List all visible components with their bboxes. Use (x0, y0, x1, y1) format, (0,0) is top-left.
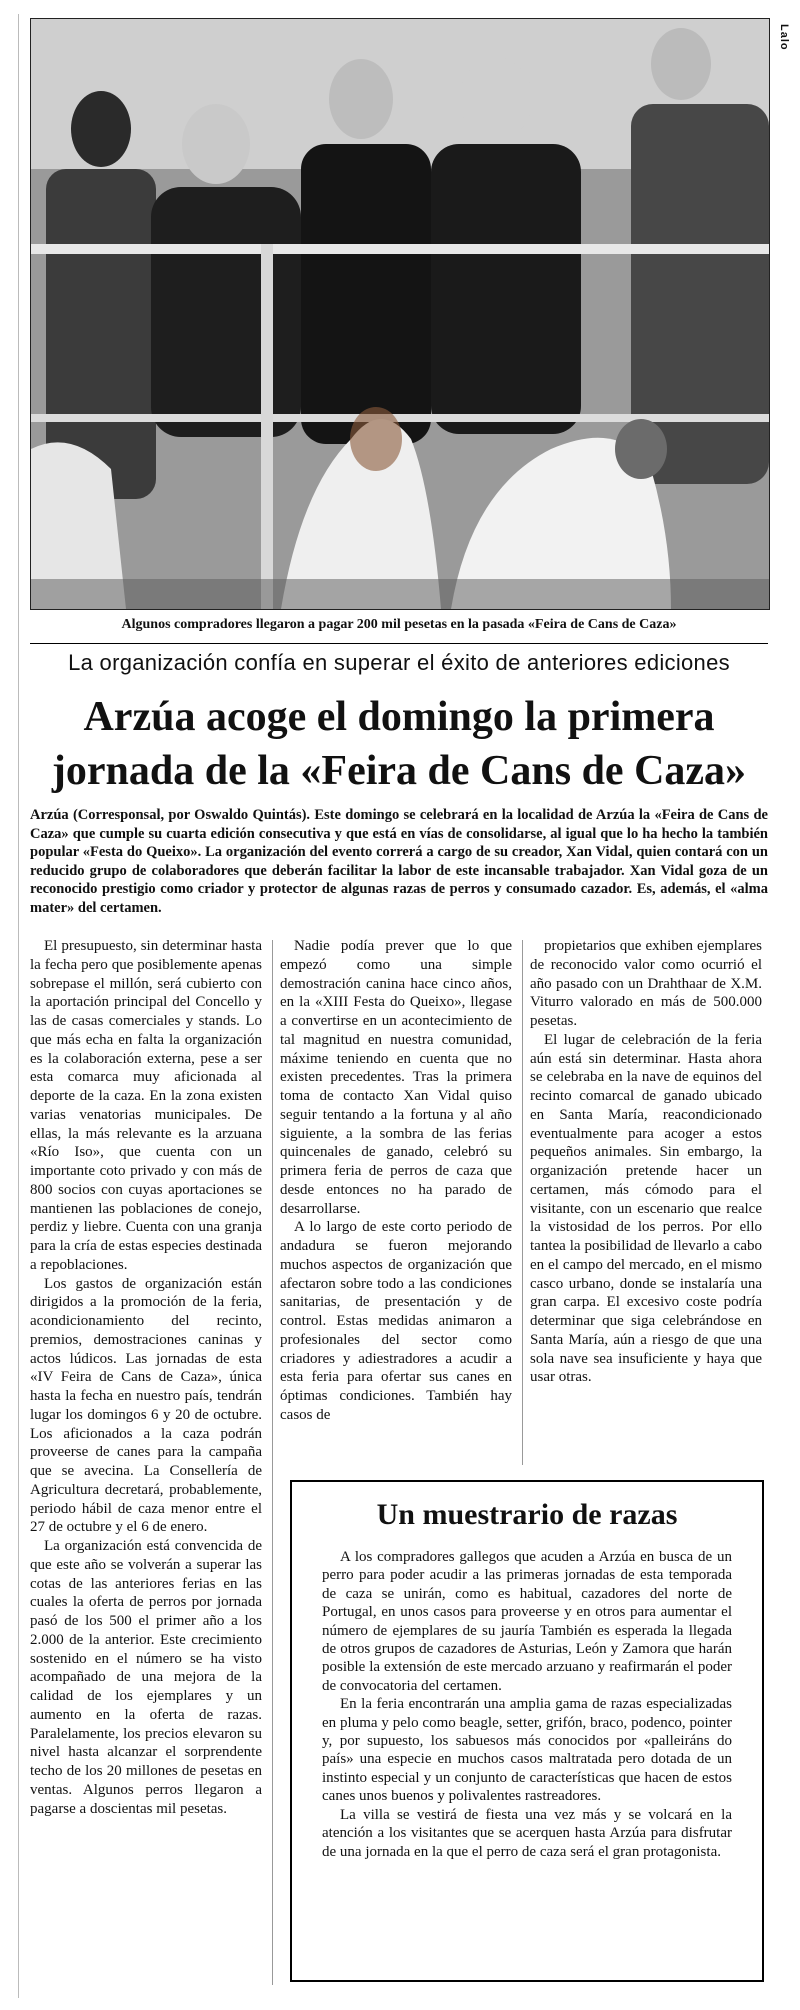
article-column-2 (280, 937, 512, 1467)
paragraph: Nadie podía prever que lo que empezó como una simple demostración canina hace cinco años, en la «XIII Festa do Queixo», llegase a convertirse en un acontecimiento de tal magnitud en nuestra comunidad, máxime teniendo en cuenta que no existen precedentes. Tras la primera toma de contacto Xan Vidal quiso seguir tentando a la fortuna y al año siguiente, a la sombra de las ferias quincenales de ganado, celebró su primera feria de perros de caza que desde entonces no ha parado de desarrollarse. (280, 938, 512, 1217)
column-divider (522, 940, 523, 1465)
headline-line-1: Arzúa acoge el domingo la primera (83, 694, 715, 740)
paragraph: A lo largo de este corto periodo de andadura se fueron mejorando muchos aspectos de organización que afectaron sobre todo a las condiciones sanitarias, de presentación y de control. Estas medidas animaron a profesionales del sector como criadores y adiestradores a acudir a esta feria para ofertar sus canes en óptimas condiciones. También hay casos de (280, 1219, 512, 1423)
paragraph: A los compradores gallegos que acuden a Arzúa en busca de un perro para poder acudir a las primeras jornadas de esta temporada de caza se unirán, como es habitual, cazadores del norte de Portugal, en unos casos para proveerse y en otros para aumentar el número de ejemplares de su jauría También es esperada la llegada de otros grupos de cazadores de Asturias, León y Zamora que harán posible la extensión de este mercado arzuano y reafirmarán el poder de convocatoria del certamen. (322, 1549, 732, 1694)
paragraph: El lugar de celebración de la feria aún está sin determinar. Hasta ahora se celebraba en la nave de equinos del recinto comarcal de ganado ubicado en Santa María, reacondicionado eventualmente para acoger a estos pequeños animales. Sin embargo, la organización pretende hacer un certamen, más cómodo para el visitante, con un escenario que realce la vistosidad de los perros. Por ello tantea la posibilidad de llevarlo a cabo en el campo del mercado, en el mismo casco urbano, donde se instalaría una gran carpa. El excesivo coste podría determinar que siga celebrándose en Santa María, aún a riesgo de que una sola nave sea insuficiente y haya que usar otras. (530, 1031, 762, 1386)
paragraph: propietarios que exhiben ejemplares de reconocido valor como ocurrió el año pasado con un Drahthaar de X.M. Viturro valorado en más de 500.000 pesetas. (530, 938, 762, 1029)
paragraph: La villa se vestirá de fiesta una vez más y se volcará en la atención a los visitantes que se acerquen hasta Arzúa para disfrutar de una jornada en la que el perro de caza será el gran protagonista. (322, 1806, 732, 1860)
sidebar-title: Un muestrario de razas (376, 1498, 678, 1531)
sidebar-text (322, 1548, 732, 1861)
paragraph: En la feria encontrarán una amplia gama de razas especializadas en pluma y pelo como beagle, setter, grifón, braco, podenco, pointer y, por supuesto, los sabuesos más conocidos por «palleiráns do país» una especie en muchos casos maltratada pero dotada de un instinto especial y un conjunto de características que hacen de estos canes unos buenos y polivalentes rastreadores. (322, 1696, 732, 1805)
paragraph: La organización está convencida de que este año se volverán a superar las cotas de las anteriores ferias en las cuales la oferta de perros por jornada pasó de los 500 el primer año a los 2.000 de la anterior. Este crecimiento sostenido en el número se ha visto acompañado de una mejora de la calidad de los ejemplares y un aumento en la oferta de razas. Paralelamente, los precios elevaron su nivel hasta alcanzar el sorprendente techo de los 20 millones de pesetas en ventas. Algunos perros llegaron a pagarse a doscientas mil pesetas. (30, 1538, 262, 1817)
article-kicker: La organización confía en superar el éxito de anteriores ediciones (68, 650, 730, 675)
article-lead: Arzúa (Corresponsal, por Oswaldo Quintás). Este domingo se celebrará en la localidad de Arzúa la «Feira de Cans de Caza» que cumple su cuarta edición consecutiva y que está en vías de consolidarse, al igual que lo ha hecho la también popular «Festa do Queixo». La organización del evento correrá a cargo de su creador, Xan Vidal, quien contará con un reducido grupo de colaboradores que deberán facilitar la labor de este incansable trabajador. Xan Vidal goza de un reconocido prestigio como criador y protector de algunas razas de perros y consumado cazador. Es, además, el «alma mater» del certamen. (30, 807, 768, 916)
headline-line-2: jornada de la «Feira de Cans de Caza» (51, 748, 747, 794)
paragraph: El presupuesto, sin determinar hasta la fecha pero que posiblemente apenas sobrepase el millón, será cubierto con la aportación principal del Concello y las de casas comerciales y stands. Lo que más echa en falta la organización es la colaboración externa, pese a ser esta comarca muy aficionada al deporte de la caza. En la zona existen varias venatorias municipales. De ellas, la más relevante es la arzuana «Río Iso», que cuenta con un importante coto privado y con más de 800 socios con cuyas aportaciones se mantienen las poblaciones de conejo, perdiz y liebre. Cuenta con una granja para la cría de estas especies destinada a repoblaciones. (30, 938, 262, 1273)
article-column-1 (30, 937, 262, 1818)
photo-caption: Algunos compradores llegaron a pagar 200 mil pesetas en la pasada «Feira de Cans de Caza» (121, 617, 677, 632)
photo-illustration (31, 19, 769, 609)
paragraph: Los gastos de organización están dirigidos a la promoción de la feria, acondicionamiento del recinto, premios, demostraciones caninas y actos lúdicos. Las jornadas de esta «IV Feira de Cans de Caza», única hasta la fecha en nuestro país, tendrán lugar los domingos 6 y 20 de octubre. Los aficionados a la caza podrán proveerse de canes para la campaña que se avecina. La Consellería de Agricultura decretará, probablemente, periodo hábil de caza menor entre el 27 de octubre y el 6 de enero. (30, 1275, 262, 1536)
sidebar-box (290, 1480, 764, 1982)
article-column-3 (530, 937, 762, 1467)
caption-rule (30, 643, 768, 644)
photo-credit: Lalo (778, 24, 790, 51)
column-divider (272, 940, 273, 1985)
news-photo (30, 18, 770, 610)
article-headline (30, 690, 768, 798)
